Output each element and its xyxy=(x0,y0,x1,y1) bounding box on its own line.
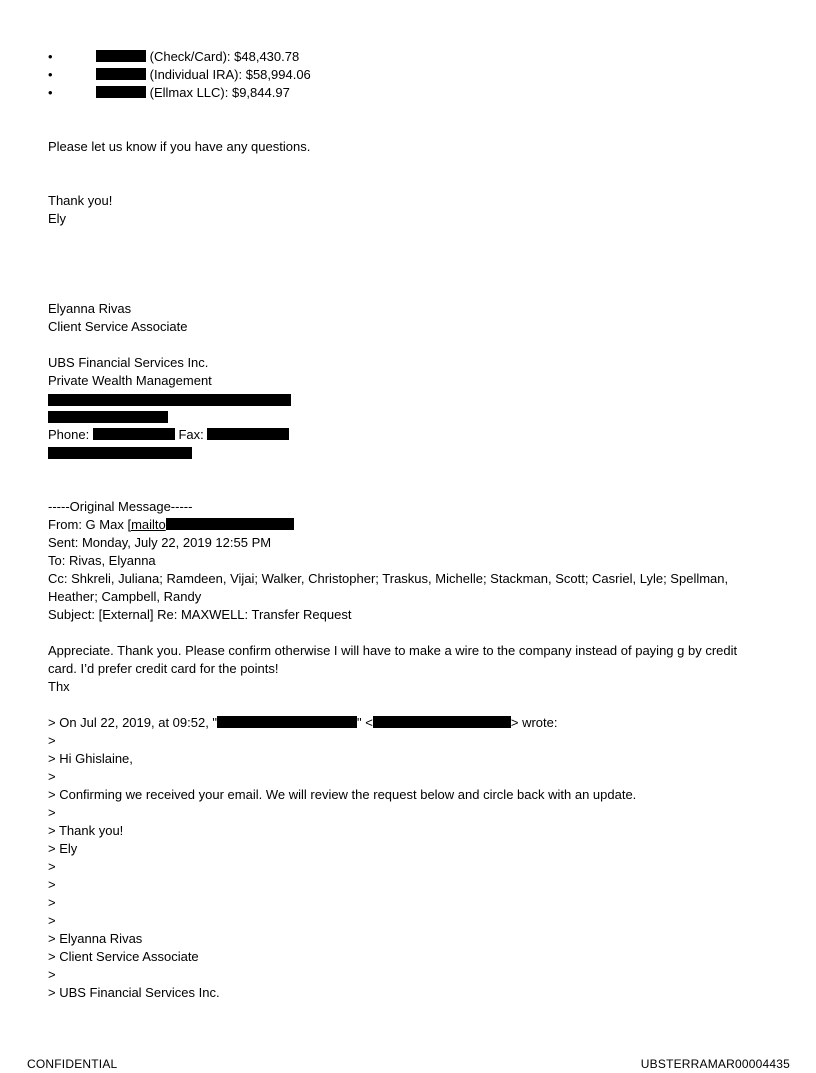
quoted-line: > Thank you! xyxy=(48,823,124,838)
footer-confidential: CONFIDENTIAL xyxy=(27,1057,118,1071)
from-line xyxy=(48,516,294,534)
to-line: To: Rivas, Elyanna xyxy=(48,553,156,568)
account-bullet-item xyxy=(96,84,290,102)
account-bullet-item xyxy=(96,48,299,66)
fax-label: Fax: xyxy=(178,427,204,442)
quoted-line: > xyxy=(48,805,56,820)
quoted-line: > Elyanna Rivas xyxy=(48,931,143,946)
redaction-bar xyxy=(373,716,511,728)
account-bullet-text: (Check/Card): $48,430.78 xyxy=(149,49,300,64)
cc-line-1: Cc: Shkreli, Juliana; Ramdeen, Vijai; Walker, Christopher; Traskus, Michelle; Stackman, Scott; Casriel, Lyle; Spellman, xyxy=(48,571,729,586)
phone-label: Phone: xyxy=(48,427,90,442)
redaction-bar xyxy=(217,716,357,728)
account-bullet-item xyxy=(96,66,311,84)
signature-company: UBS Financial Services Inc. xyxy=(48,355,209,370)
redaction-bar xyxy=(207,428,289,440)
quoted-line: > Hi Ghislaine, xyxy=(48,751,133,766)
subject-line: Subject: [External] Re: MAXWELL: Transfer Request xyxy=(48,607,352,622)
message-body-line-2: card. I’d prefer credit card for the points! xyxy=(48,661,279,676)
quoted-line: > xyxy=(48,733,56,748)
quoted-line: > xyxy=(48,913,56,928)
quoted-line: > UBS Financial Services Inc. xyxy=(48,985,220,1000)
quoted-line: > Confirming we received your email. We will review the request below and circle back with an update. xyxy=(48,787,637,802)
signature-division: Private Wealth Management xyxy=(48,373,212,388)
bullet-symbol: • xyxy=(48,85,53,100)
redaction-bar xyxy=(96,50,146,62)
quoted-line: > Client Service Associate xyxy=(48,949,199,964)
redaction-bar xyxy=(48,447,192,459)
cc-line-2: Heather; Campbell, Randy xyxy=(48,589,202,604)
quoted-line: > xyxy=(48,877,56,892)
quoted-line: > Ely xyxy=(48,841,78,856)
signature-phone-fax xyxy=(48,426,289,444)
redaction-bar xyxy=(96,68,146,80)
questions-text: Please let us know if you have any questions. xyxy=(48,139,311,154)
quoted-header-prefix: > On Jul 22, 2019, at 09:52, " xyxy=(48,715,218,730)
quoted-header-mid: " < xyxy=(357,715,373,730)
signature-title: Client Service Associate xyxy=(48,319,188,334)
signature-name: Elyanna Rivas xyxy=(48,301,132,316)
redaction-bar xyxy=(48,411,168,423)
quoted-line: > xyxy=(48,967,56,982)
redaction-bar xyxy=(93,428,175,440)
original-message-divider: -----Original Message----- xyxy=(48,499,193,514)
account-bullet-text: (Individual IRA): $58,994.06 xyxy=(149,67,311,82)
quoted-line: > xyxy=(48,859,56,874)
redaction-bar xyxy=(96,86,146,98)
quoted-header-suffix: > wrote: xyxy=(510,715,558,730)
redaction-bar xyxy=(166,518,294,530)
from-prefix: From: G Max xyxy=(48,517,128,532)
signoff-text: Ely xyxy=(48,211,67,226)
sent-line: Sent: Monday, July 22, 2019 12:55 PM xyxy=(48,535,272,550)
quoted-line: > xyxy=(48,895,56,910)
quoted-header xyxy=(48,714,557,732)
mailto-link[interactable]: [mailto xyxy=(127,517,166,532)
message-body-line-1: Appreciate. Thank you. Please confirm otherwise I will have to make a wire to the company instead of paying g by credit xyxy=(48,643,738,658)
account-bullet-text: (Ellmax LLC): $9,844.97 xyxy=(149,85,290,100)
quoted-line: > xyxy=(48,769,56,784)
bullet-symbol: • xyxy=(48,67,53,82)
message-body-line-3: Thx xyxy=(48,679,70,694)
redaction-bar xyxy=(48,394,291,406)
bullet-symbol: • xyxy=(48,49,53,64)
thanks-text: Thank you! xyxy=(48,193,113,208)
footer-bates-number: UBSTERRAMAR00004435 xyxy=(640,1057,790,1071)
